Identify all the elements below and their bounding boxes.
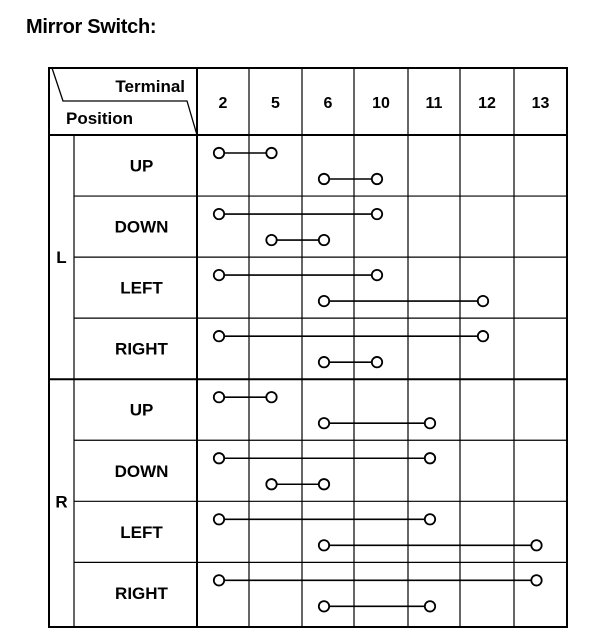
continuity-connection — [214, 575, 542, 585]
terminal-circle — [266, 235, 276, 245]
terminal-number: 5 — [271, 95, 280, 112]
terminal-circle — [214, 270, 224, 280]
position-label: DOWN — [114, 461, 169, 481]
terminal-number: 12 — [478, 95, 496, 112]
terminal-number: 13 — [531, 95, 550, 112]
position-label: UP — [129, 400, 154, 420]
position-label: RIGHT — [115, 583, 168, 603]
terminal-number: 6 — [323, 95, 333, 112]
terminal-number: 2 — [218, 95, 228, 112]
terminal-number: 11 — [425, 95, 443, 112]
terminal-circle — [266, 392, 276, 402]
terminal-circle — [531, 575, 541, 585]
terminal-circle — [372, 209, 382, 219]
terminal-circle — [266, 148, 276, 158]
terminal-circle — [372, 270, 382, 280]
terminal-circle — [425, 514, 435, 524]
terminal-circle — [319, 601, 329, 611]
terminal-circle — [214, 148, 224, 158]
terminal-circle — [214, 331, 224, 341]
terminal-circle — [425, 453, 435, 463]
terminal-circle — [425, 418, 435, 428]
terminal-circle — [319, 235, 329, 245]
terminal-circle — [214, 514, 224, 524]
terminal-number: 10 — [372, 95, 390, 112]
position-label: UP — [129, 156, 154, 176]
continuity-connection — [214, 514, 435, 524]
terminal-circle — [319, 540, 329, 550]
terminal-circle — [478, 296, 488, 306]
terminal-circle — [214, 209, 224, 219]
continuity-connection — [214, 453, 435, 463]
position-label: DOWN — [114, 217, 169, 237]
terminal-circle — [266, 479, 276, 489]
position-header-label: Position — [66, 109, 134, 128]
continuity-connection — [319, 601, 435, 611]
terminal-circle — [319, 296, 329, 306]
terminal-circle — [214, 575, 224, 585]
terminal-circle — [372, 174, 382, 184]
position-label: LEFT — [120, 522, 163, 542]
group-label: R — [55, 492, 68, 512]
continuity-connection — [214, 270, 382, 280]
terminal-circle — [319, 357, 329, 367]
group-label: L — [56, 248, 67, 268]
continuity-connection — [319, 296, 488, 306]
terminal-circle — [214, 392, 224, 402]
terminal-circle — [425, 601, 435, 611]
continuity-connection — [214, 148, 277, 158]
continuity-connection — [319, 540, 542, 550]
terminal-header-label: Terminal — [115, 77, 185, 96]
terminal-circle — [319, 174, 329, 184]
terminal-circle — [478, 331, 488, 341]
continuity-connection — [214, 392, 277, 402]
continuity-connection — [266, 479, 329, 489]
terminal-circle — [372, 357, 382, 367]
terminal-circle — [319, 479, 329, 489]
continuity-connection — [214, 209, 382, 219]
continuity-connection — [319, 357, 382, 367]
continuity-connection — [214, 331, 488, 341]
position-label: LEFT — [120, 278, 163, 298]
page-title: Mirror Switch: — [26, 16, 157, 38]
position-label: RIGHT — [115, 339, 168, 359]
terminal-circle — [319, 418, 329, 428]
terminal-circle — [531, 540, 541, 550]
terminal-circle — [214, 453, 224, 463]
continuity-connection — [266, 235, 329, 245]
continuity-connection — [319, 174, 382, 184]
continuity-connection — [319, 418, 435, 428]
